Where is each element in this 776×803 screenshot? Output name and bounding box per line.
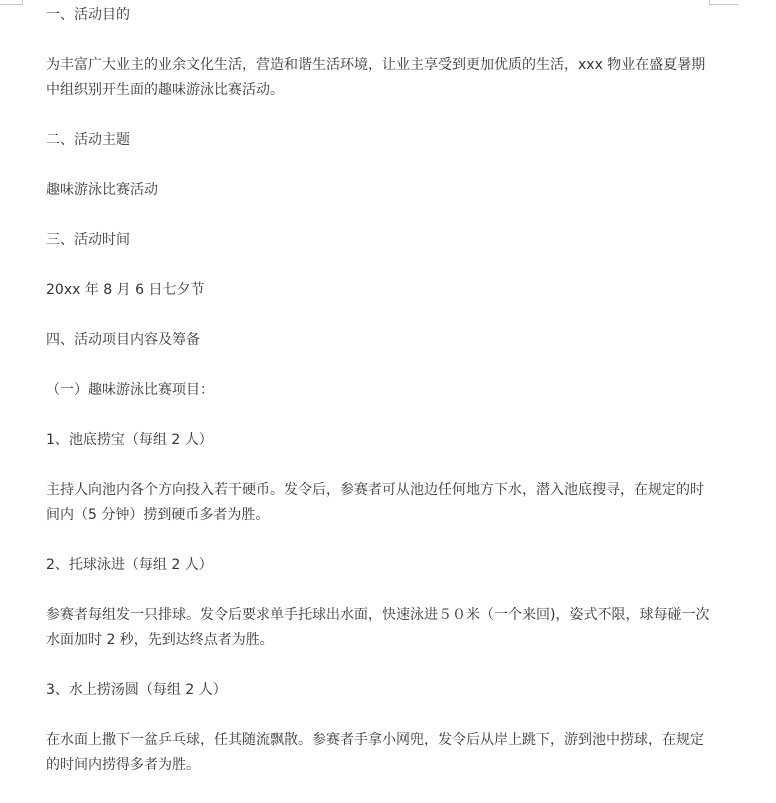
item-1-description: 主持人向池内各个方向投入若干硬币。发令后，参赛者可从池边任何地方下水，潜入池底搜寻，在规定的时间内（5 分钟）捞到硬币多者为胜。 <box>46 482 704 523</box>
corner-mark-left <box>0 0 23 5</box>
paragraph-theme: 趣味游泳比赛活动 <box>46 182 158 198</box>
heading-purpose: 一、活动目的 <box>46 7 130 23</box>
heading-time: 三、活动时间 <box>46 232 130 248</box>
item-2-title: 2、托球泳进（每组 2 人） <box>46 557 213 573</box>
item-3-description: 在水面上撒下一盆乒乓球，任其随流飘散。参赛者手拿小网兜，发令后从岸上跳下，游到池中捞球，在规定的时间内捞得多者为胜。 <box>46 732 704 773</box>
paragraph-purpose: 为丰富广大业主的业余文化生活，营造和谐生活环境，让业主享受到更加优质的生活，xxx 物业在盛夏暑期中组织别开生面的趣味游泳比赛活动。 <box>46 57 706 98</box>
item-3-title: 3、水上捞汤圆（每组 2 人） <box>46 682 227 698</box>
paragraph-time: 20xx 年 8 月 6 日七夕节 <box>46 282 205 298</box>
heading-content: 四、活动项目内容及筹备 <box>46 332 200 348</box>
subheading-items: （一）趣味游泳比赛项目： <box>46 382 214 398</box>
heading-theme: 二、活动主题 <box>46 132 130 148</box>
document-body <box>46 3 714 803</box>
item-2-description: 参赛者每组发一只排球。发令后要求单手托球出水面，快速泳进５０米（一个来回)，姿式不限，球每碰一次水面加时 2 秒，先到达终点者为胜。 <box>46 607 710 648</box>
item-1-title: 1、池底捞宝（每组 2 人） <box>46 432 213 448</box>
